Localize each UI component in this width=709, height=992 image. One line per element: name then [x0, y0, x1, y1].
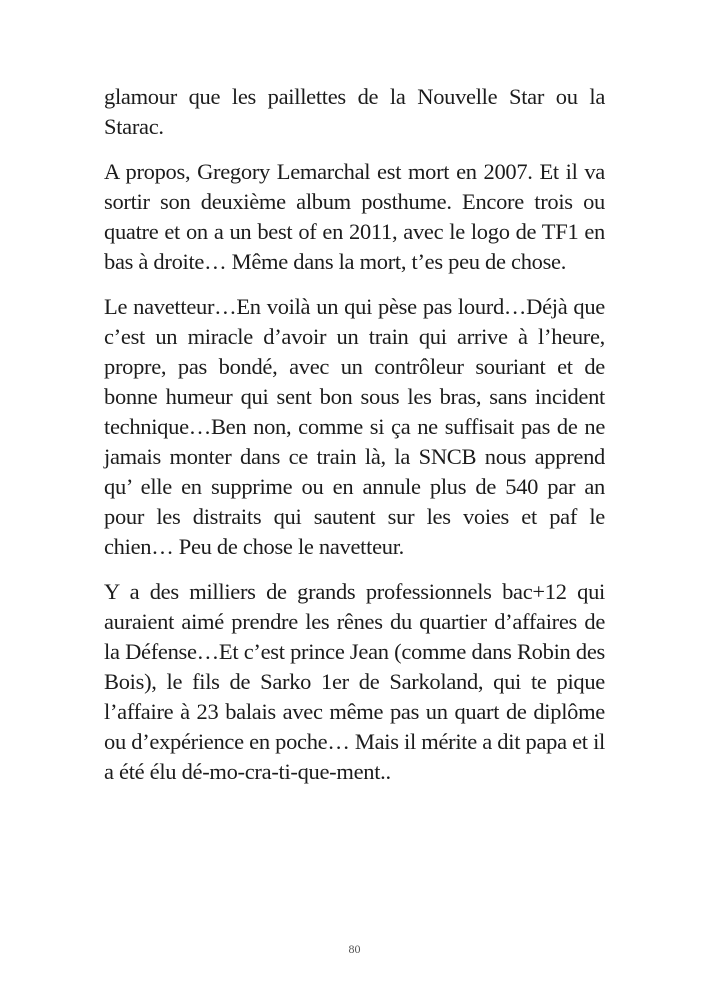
paragraph-2: A propos, Gregory Lemarchal est mort en 2007. Et il va sortir son deuxième album posthume. Encore trois ou quatre et on a un best of en 2011, avec le logo de TF1 en bas à droite… Même dans la mort, t’es peu de chose. — [104, 159, 605, 274]
body-text — [104, 82, 605, 802]
page-number: 80 — [348, 942, 361, 956]
paragraph-4: Y a des milliers de grands professionnels bac+12 qui auraient aimé prendre les rênes du quartier d’affaires de la Défense…Et c’est prince Jean (comme dans Robin des Bois), le fils de Sarko 1er de Sarkoland, qui te pique l’affaire à 23 balais avec même pas un quart de diplôme ou d’expérience en poche… Mais il mérite a dit papa et il a été élu dé-mo-cra-ti-que-ment.. — [104, 579, 605, 784]
paragraph-3: Le navetteur…En voilà un qui pèse pas lourd…Déjà que c’est un miracle d’avoir un train qui arrive à l’heure, propre, pas bondé, avec un contrôleur souriant et de bonne humeur qui sent bon sous les bras, sans incident technique…Ben non, comme si ça ne suffisait pas de ne jamais monter dans ce train là, la SNCB nous apprend qu’ elle en supprime ou en annule plus de 540 par an pour les distraits qui sautent sur les voies et paf le chien… Peu de chose le navetteur. — [104, 294, 605, 559]
paragraph-1: glamour que les paillettes de la Nouvelle Star ou la Starac. — [104, 84, 605, 139]
